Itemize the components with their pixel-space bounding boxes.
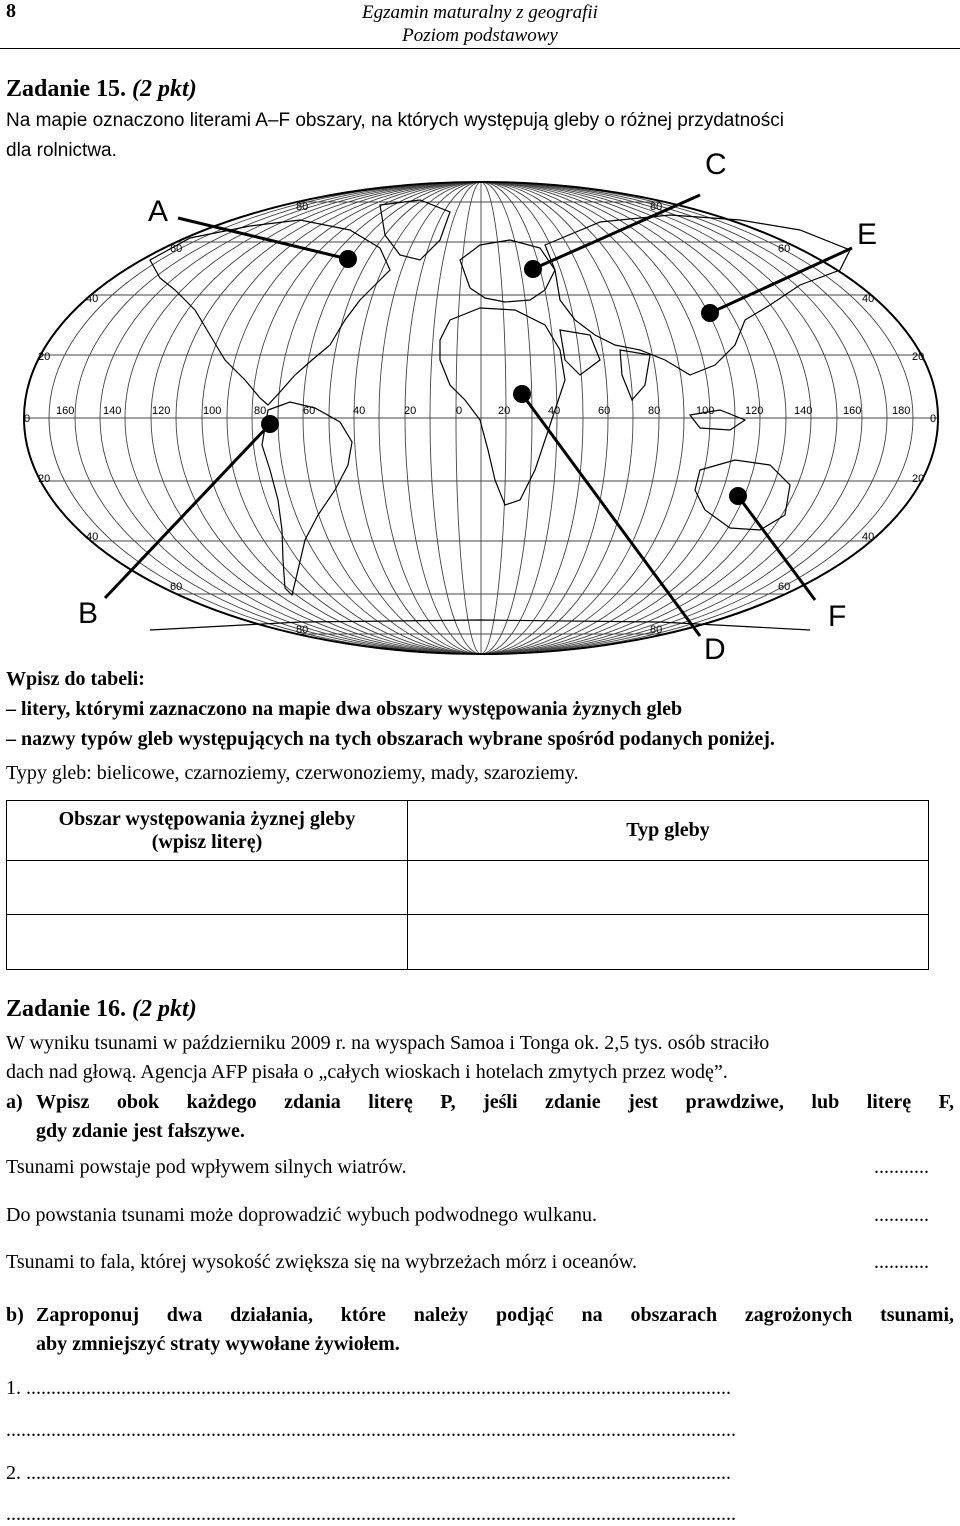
lon-label: 160 <box>56 405 75 417</box>
lon-label: 80 <box>254 405 267 417</box>
answer-line-1[interactable]: 1. ............................................................................................................................................. <box>6 1377 731 1399</box>
answer-line-2-cont[interactable]: .................................................................................................................................................. <box>6 1503 736 1525</box>
lat-label: 40 <box>86 293 99 305</box>
map-label-b: B <box>78 597 99 630</box>
exam-level: Poziom podstawowy <box>402 25 558 46</box>
exam-title: Egzamin maturalny z geografii <box>362 2 598 23</box>
answer-table <box>6 800 929 970</box>
statement-2: Do powstania tsunami może doprowadzić wybuch podwodnego wulkanu. <box>6 1204 597 1226</box>
part-b-line1: Zaproponuj dwa działania, które należy podjąć na obszarach zagrożonych tsunami, <box>36 1304 954 1326</box>
answer-cell-soil-1[interactable] <box>408 861 929 915</box>
lon-label: 120 <box>745 405 764 417</box>
part-b-line2: aby zmniejszyć straty wywołane żywiołem. <box>36 1333 400 1355</box>
answer-blank-2[interactable]: ........... <box>874 1204 929 1226</box>
map-label-c: C <box>705 148 727 181</box>
task16-heading <box>6 996 197 1023</box>
region-dot-d <box>513 385 531 403</box>
lat-label: 80 <box>296 624 309 636</box>
part-a-line1: Wpisz obok każdego zdania literę P, jeśli zdanie jest prawdziwe, lub literę F, <box>36 1091 954 1113</box>
lon-label: 160 <box>843 405 862 417</box>
answer-line-1-cont[interactable]: .................................................................................................................................................. <box>6 1419 736 1441</box>
soil-types-list: Typy gleb: bielicowe, czarnoziemy, czerwonoziemy, mady, szaroziemy. <box>6 762 579 784</box>
map-label-e: E <box>857 218 878 251</box>
map-label-a: A <box>148 195 169 228</box>
map-label-d: D <box>704 633 726 666</box>
lon-label: 140 <box>794 405 813 417</box>
lat-label: 0 <box>930 413 937 425</box>
region-dot-e <box>701 304 719 322</box>
region-dot-b <box>261 415 279 433</box>
instruction-bullet-1: – litery, którymi zaznaczono na mapie dwa obszary występowania żyznych gleb <box>6 698 683 720</box>
page-number: 8 <box>6 0 16 22</box>
lat-label: 40 <box>862 531 875 543</box>
lon-label: 60 <box>598 405 611 417</box>
lat-label: 20 <box>912 351 925 363</box>
table-header-area-line1: Obszar występowania żyznej gleby <box>58 807 356 830</box>
instruction-bullet-2: – nazwy typów gleb występujących na tych obszarach wybrane spośród podanych poniżej. <box>6 728 775 750</box>
lat-label: 80 <box>296 201 309 213</box>
answer-cell-area-1[interactable] <box>7 861 408 915</box>
lon-label: 20 <box>498 405 511 417</box>
map-grid-labels <box>24 201 936 636</box>
map-label-f: F <box>828 600 847 633</box>
region-dot-c <box>524 260 542 278</box>
lon-label: 180 <box>892 405 911 417</box>
lat-label: 80 <box>650 624 663 636</box>
lat-label: 20 <box>912 473 925 485</box>
task15-intro-1: Na mapie oznaczono literami A–F obszary, na których występują gleby o różnej przydatności <box>6 110 784 131</box>
world-map <box>0 160 960 670</box>
region-dot-f <box>729 487 747 505</box>
answer-blank-3[interactable]: ........... <box>874 1251 929 1273</box>
lon-label: 0 <box>456 405 463 417</box>
lon-label: 100 <box>696 405 715 417</box>
answer-line-2[interactable]: 2. ............................................................................................................................................. <box>6 1462 731 1484</box>
task15-title: Zadanie 15. <box>6 76 127 102</box>
statement-1: Tsunami powstaje pod wpływem silnych wiatrów. <box>6 1156 407 1178</box>
lon-label: 120 <box>152 405 171 417</box>
task16-intro-1: W wyniku tsunami w październiku 2009 r. na wyspach Samoa i Tonga ok. 2,5 tys. osób straciło <box>6 1032 770 1054</box>
lat-label: 60 <box>778 243 791 255</box>
table-header-soil-type: Typ gleby <box>408 801 929 861</box>
table-header-area <box>7 801 408 861</box>
answer-cell-area-2[interactable] <box>7 915 408 970</box>
lon-label: 20 <box>404 405 417 417</box>
instruction: Wpisz do tabeli: <box>6 668 145 690</box>
answer-cell-soil-2[interactable] <box>408 915 929 970</box>
answer-blank-1[interactable]: ........... <box>874 1156 929 1178</box>
task16-title: Zadanie 16. <box>6 996 127 1022</box>
lon-label: 40 <box>353 405 366 417</box>
statement-3: Tsunami to fala, której wysokość zwiększa się na wybrzeżach mórz i oceanów. <box>6 1251 637 1273</box>
part-b-label: b) <box>6 1304 24 1326</box>
table-header-area-line2: (wpisz literę) <box>151 830 263 853</box>
lat-label: 80 <box>650 201 663 213</box>
lon-label: 100 <box>203 405 222 417</box>
lat-label: 20 <box>38 351 51 363</box>
lon-label: 140 <box>103 405 122 417</box>
part-a-label: a) <box>6 1091 23 1113</box>
lat-label: 20 <box>38 473 51 485</box>
region-dot-a <box>339 250 357 268</box>
task16-points: (2 pkt) <box>132 996 197 1022</box>
task15-intro-2: dla rolnictwa. <box>6 140 117 161</box>
task16-intro-2: dach nad głową. Agencja AFP pisała o „całych wioskach i hotelach zmytych przez wodę”. <box>6 1061 728 1083</box>
lon-label: 40 <box>548 405 561 417</box>
lat-label: 60 <box>170 243 183 255</box>
lat-label: 40 <box>862 293 875 305</box>
lat-label: 40 <box>86 531 99 543</box>
lat-label: 60 <box>170 581 183 593</box>
lon-label: 80 <box>648 405 661 417</box>
lat-label: 0 <box>24 413 31 425</box>
task15-heading <box>6 76 197 103</box>
header-rule <box>0 48 960 49</box>
lon-label: 60 <box>303 405 316 417</box>
task15-points: (2 pkt) <box>132 76 197 102</box>
part-a-line2: gdy zdanie jest fałszywe. <box>36 1120 245 1142</box>
lat-label: 60 <box>778 581 791 593</box>
